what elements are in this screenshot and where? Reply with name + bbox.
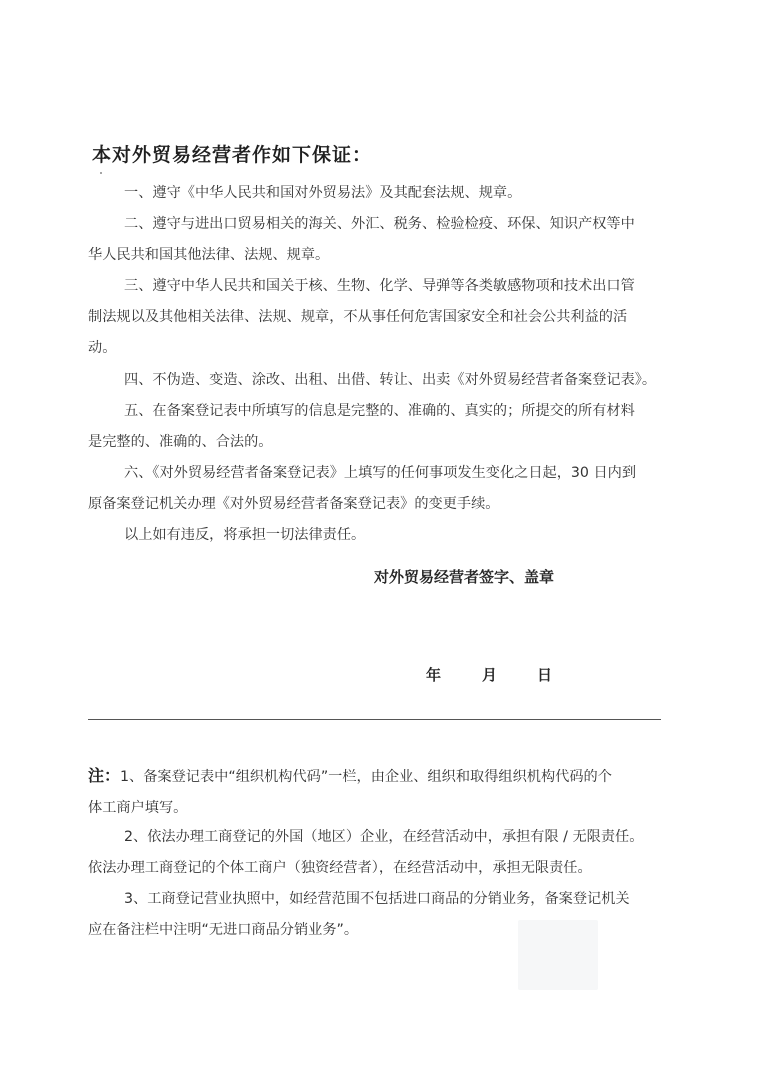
note-3-line-1: 3、工商登记营业执照中，如经营范围不包括进口商品的分销业务，备案登记机关 [124,891,630,907]
pledge-3-line-2: 制法规以及其他相关法律、法规、规章，不从事任何危害国家安全和社会公共利益的活 [88,309,628,325]
pledge-6 [88,458,668,520]
note-1-line-2: 体工商户填写。 [88,800,188,816]
note-1-text: 1、备案登记表中“组织机构代码”一栏，由企业、组织和取得组织机构代码的个 [120,769,612,785]
pledge-3 [88,271,668,364]
note-1 [88,760,668,824]
pledge-4 [88,365,668,396]
pledge-5-line-2: 是完整的、准确的、合法的。 [88,434,273,450]
pledge-4-line-1: 四、不伪造、变造、涂改、出租、出借、转让、出卖《对外贸易经营者备案登记表》。 [124,372,657,388]
note-3-line-2: 应在备注栏中注明“无进口商品分销业务”。 [88,922,359,938]
pledge-2 [88,209,668,271]
liability-statement [88,520,668,551]
signature-label: 对外贸易经营者签字、盖章 [374,568,555,586]
date-day-label: 日 [537,666,553,684]
pledge-6-line-1: 六、《对外贸易经营者备案登记表》上填写的任何事项发生变化之日起，30 日内到 [124,465,637,481]
note-label: 注： [88,766,121,785]
note-3 [88,884,668,946]
pledge-2-line-2: 华人民共和国其他法律、法规、规章。 [88,247,330,263]
note-1-line-1 [88,760,668,793]
date-year-label: 年 [426,666,442,684]
divider-line [88,719,661,720]
pledge-3-line-1: 三、遵守中华人民共和国关于核、生物、化学、导弹等各类敏感物项和技术出口管 [124,278,635,294]
note-2 [88,822,668,884]
pledge-5-line-1: 五、在备案登记表中所填写的信息是完整的、准确的、真实的；所提交的所有材料 [124,403,635,419]
pledge-heading: 本对外贸易经营者作如下保证： [92,144,373,166]
pledge-1 [88,178,668,209]
liability-line: 以上如有违反，将承担一切法律责任。 [124,527,366,543]
pledge-1-line-1: 一、遵守《中华人民共和国对外贸易法》及其配套法规、规章。 [124,185,522,201]
scan-speck [100,172,102,174]
pledge-6-line-2: 原备案登记机关办理《对外贸易经营者备案登记表》的变更手续。 [88,496,500,512]
date-month-label: 月 [482,666,498,684]
pledge-5 [88,396,668,458]
note-2-line-1: 2、依法办理工商登记的外国（地区）企业，在经营活动中，承担有限 / 无限责任。 [124,829,644,845]
pledge-2-line-1: 二、遵守与进出口贸易相关的海关、外汇、税务、检验检疫、环保、知识产权等中 [124,216,635,232]
pledge-3-line-3: 动。 [88,340,117,356]
note-2-line-2: 依法办理工商登记的个体工商户（独资经营者），在经营活动中，承担无限责任。 [88,860,592,876]
